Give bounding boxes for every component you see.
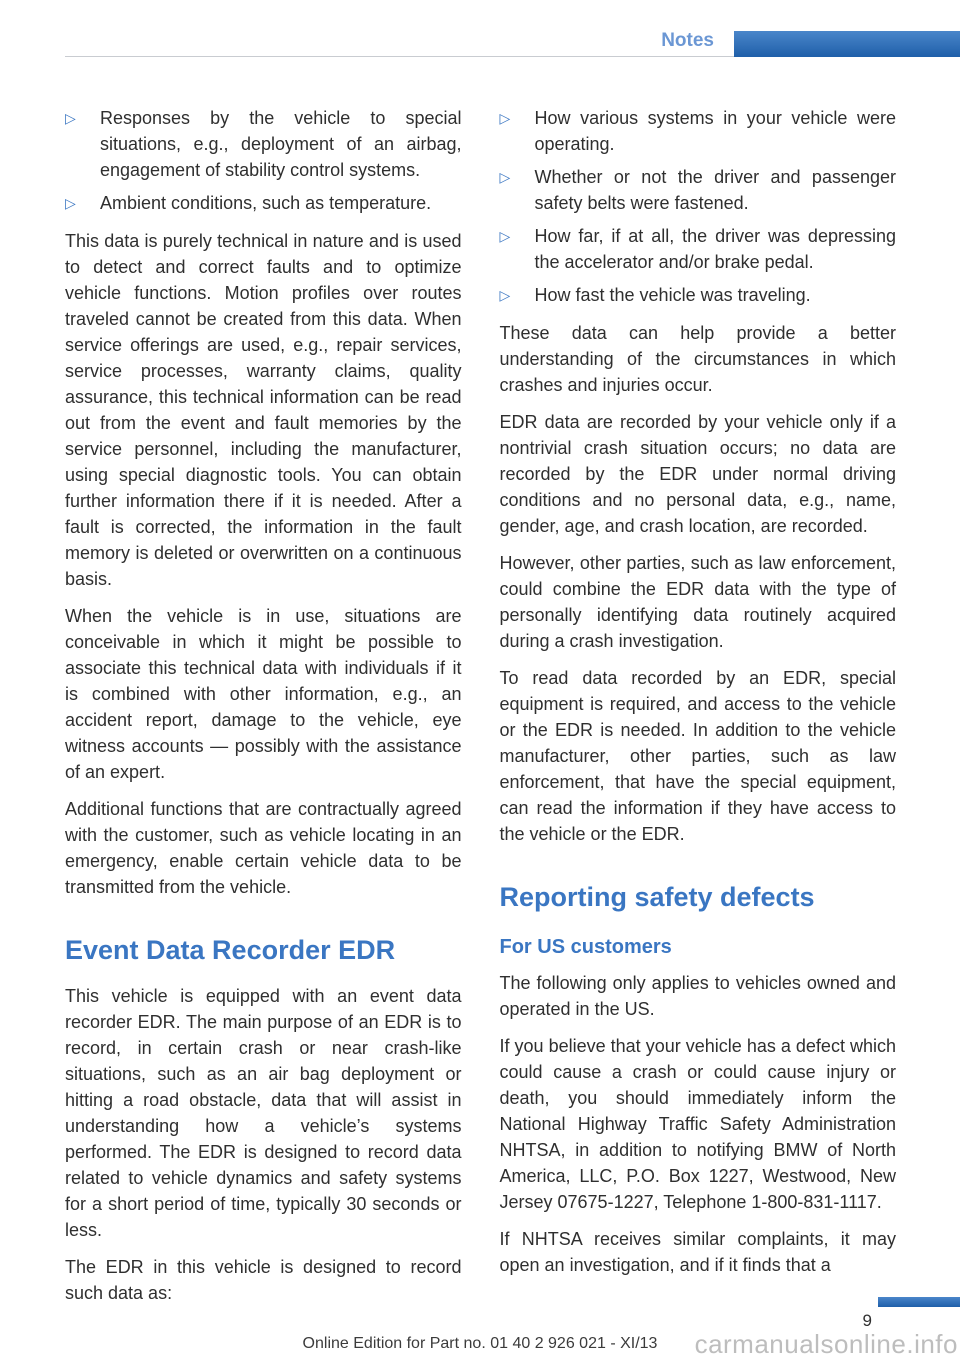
list-item-text: Responses by the vehicle to special situations, e.g., deployment of an airbag, engagement of stability control systems. (100, 108, 462, 180)
bullet-list (65, 105, 462, 216)
section-heading-event-data-recorder: Event Data Recorder EDR (65, 935, 396, 965)
paragraph: EDR data are recorded by your vehicle only if a nontrivial crash situation occurs; no data are recorded by the EDR under normal driving conditions and no personal data, e.g., name, gender, age, and crash location, are recorded. (499, 412, 896, 536)
list-item (65, 105, 462, 183)
paragraph: These data can help provide a better understanding of the circumstances in which crashes and injuries occur. (499, 323, 896, 395)
paragraph: If NHTSA receives similar complaints, it may open an investigation, and if it finds that a (499, 1229, 896, 1275)
paragraph: This data is purely technical in nature and is used to detect and correct faults and to optimize vehicle functions. Motion profiles over routes traveled cannot be created from this data. When service offerings are used, e.g., repair services, service processes, warranty claims, quality assurance, this technical information can be read out from the event and fault memories by the service personnel, including the manufacturer, using special diagnostic tools. You can obtain further information there if it is needed. After a fault is corrected, the information in the fault memory is deleted or overwritten on a continuous basis. (65, 231, 462, 589)
paragraph: The EDR in this vehicle is designed to record such data as: (65, 1257, 462, 1303)
list-item (65, 190, 462, 216)
footer-accent-bar (878, 1297, 960, 1307)
page-header-title: Notes (661, 30, 714, 51)
list-item-text: How various systems in your vehicle were operating. (534, 108, 896, 154)
triangle-bullet-icon: ▷ (65, 110, 76, 126)
section-heading-reporting-safety-defects: Reporting safety defects (499, 882, 815, 912)
right-column (500, 105, 897, 1317)
paragraph: If you believe that your vehicle has a defect which could cause a crash or could cause injury or death, you should immediately inform the National Highway Traffic Safety Administration NHTSA, in addition to notifying BMW of North America, LLC, P.O. Box 1227, Westwood, New Jersey 07675-1227, Telephone 1-800-831-1117. (499, 1036, 896, 1212)
triangle-bullet-icon: ▷ (499, 287, 511, 303)
header-divider-line (65, 56, 734, 57)
paragraph: When the vehicle is in use, situations are conceivable in which it might be possible to associate this technical data with individuals if it is combined with other information, e.g., an accident report, damage to the vehicle, eye witness accounts — possibly with the assistance of an expert. (65, 606, 462, 782)
list-item-text: How far, if at all, the driver was depressing the accelerator and/or brake pedal. (534, 226, 896, 272)
paragraph: Additional functions that are contractually agreed with the customer, such as vehicle locating in an emergency, enable certain vehicle data to be transmitted from the vehicle. (65, 799, 462, 897)
triangle-bullet-icon: ▷ (499, 110, 511, 126)
page-header (0, 0, 960, 57)
triangle-bullet-icon: ▷ (65, 195, 76, 211)
content-columns (0, 57, 960, 1317)
list-item (500, 164, 897, 216)
paragraph: This vehicle is equipped with an event data recorder EDR. The main purpose of an EDR is to record, in certain crash or near crash-like situations, such as an air bag deployment or hitting a road obstacle, data that will assist in understanding how a vehicle’s systems performed. The EDR is designed to record data related to vehicle dynamics and safety systems for a short period of time, typically 30 seconds or less. (65, 986, 462, 1240)
triangle-bullet-icon: ▷ (499, 228, 511, 244)
triangle-bullet-icon: ▷ (499, 169, 511, 185)
edition-note: Online Edition for Part no. 01 40 2 926 021 - XI/13 (302, 1335, 658, 1352)
list-item (500, 105, 897, 157)
list-item-text: Ambient conditions, such as temperature. (100, 193, 432, 213)
bullet-list (500, 105, 897, 308)
paragraph: However, other parties, such as law enforcement, could combine the EDR data with the type of personally identifying data routinely acquired during a crash investigation. (499, 553, 896, 651)
watermark: carmanualsonline.info (694, 1329, 958, 1359)
page-number: 9 (862, 1311, 872, 1330)
sub-heading-for-us-customers: For US customers (499, 936, 672, 958)
paragraph: The following only applies to vehicles owned and operated in the US. (499, 973, 896, 1019)
paragraph: To read data recorded by an EDR, special equipment is required, and access to the vehicle or the EDR is needed. In addition to the vehicle manufacturer, other parties, such as law enforcement, that have the special equipment, can read the information if they have access to the vehicle or the EDR. (499, 668, 896, 844)
list-item-text: How fast the vehicle was traveling. (534, 285, 811, 305)
list-item-text: Whether or not the driver and passenger safety belts were fastened. (534, 167, 896, 213)
list-item (500, 282, 897, 308)
header-accent-bar (734, 31, 960, 57)
list-item (500, 223, 897, 275)
left-column (65, 105, 462, 1317)
